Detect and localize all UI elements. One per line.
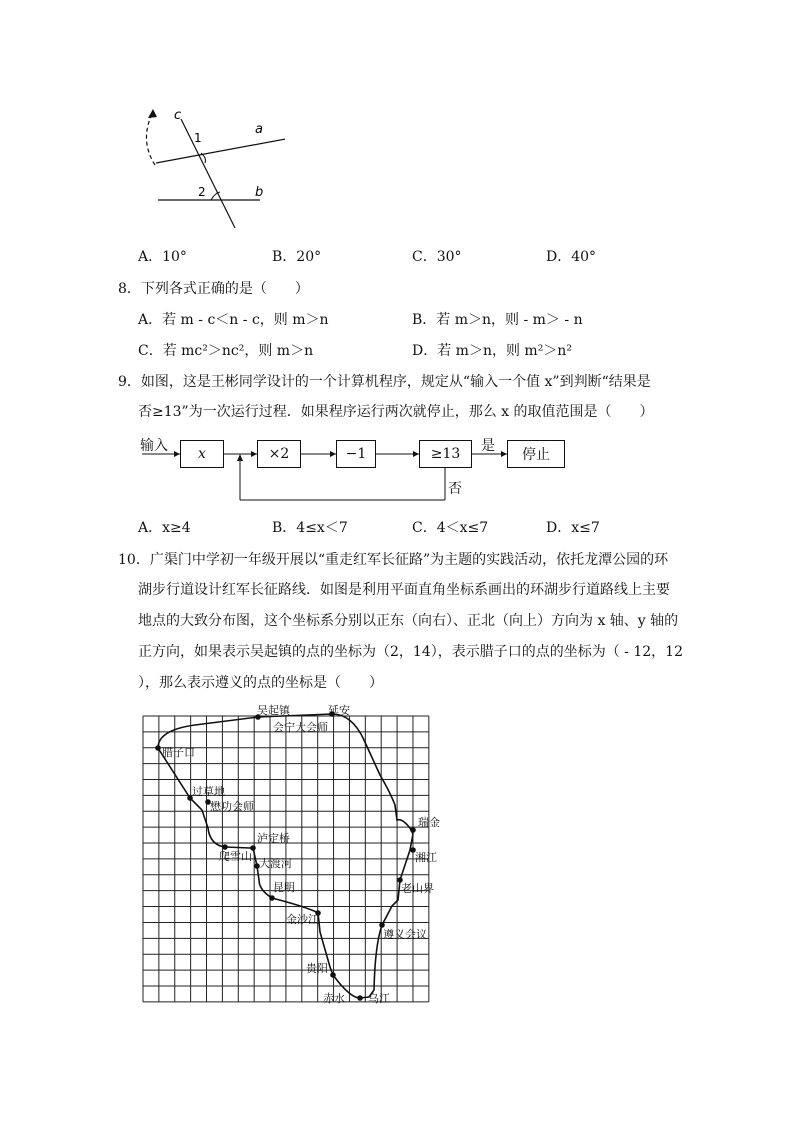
flowchart — [138, 432, 578, 508]
map-label-paxueshan: 爬雪山 — [219, 850, 252, 863]
label-c: c — [174, 108, 182, 123]
q7-option-a: A．10° — [138, 249, 187, 265]
q8-option-c: C．若 mc²＞nc²，则 m＞n — [138, 343, 314, 359]
q10-line-3: 地点的大致分布图，这个坐标系分别以正东（向右）、正北（向上）方向为 x 轴、y 轴的 — [138, 613, 679, 629]
map-label-lazikou: 腊子口 — [162, 746, 195, 759]
q9-line-2: 否≥13”为一次运行过程．如果程序运行两次就停止，那么 x 的取值范围是（ ） — [138, 404, 654, 420]
map-label-luding: 泸定桥 — [257, 832, 290, 845]
flow-box-stop: 停止 — [507, 440, 565, 468]
label-angle-1: 1 — [194, 131, 202, 145]
map-label-dadu: 大渡河 — [259, 857, 292, 870]
flow-input-label: 输入 — [140, 438, 168, 454]
q10-line-4: 正方向，如果表示吴起镇的点的坐标为（2，14），表示腊子口的点的坐标为（ - 12，12 — [138, 644, 683, 660]
map-label-guiyang: 贵阳 — [306, 962, 328, 975]
label-angle-2: 2 — [198, 185, 206, 199]
map-label-huining: 会宁大会师 — [273, 721, 328, 734]
q9-line-1: 9．如图，这是王彬同学设计的一个计算机程序，规定从“输入一个值 x”到判断“结果是 — [118, 374, 651, 390]
q9-option-d: D．x≤7 — [546, 520, 600, 536]
flow-box-minus1: −1 — [336, 440, 376, 468]
q8-option-a: A．若 m - c＜n - c，则 m＞n — [138, 312, 329, 328]
map-label-wujiang: 乌江 — [368, 992, 390, 1005]
map-label-jinsha: 金沙江 — [286, 913, 319, 926]
flow-box-x: x — [180, 440, 224, 468]
q9-option-a: A．x≥4 — [138, 520, 191, 536]
label-b: b — [255, 185, 264, 200]
map-label-caodi: 过草地 — [192, 785, 225, 798]
flow-box-times2: ×2 — [257, 440, 301, 468]
q7-option-b: B．20° — [272, 249, 322, 265]
map-label-xiangjiang: 湘江 — [415, 851, 437, 864]
q10-line-1: 10．广渠门中学初一年级开展以“重走红军长征路”为主题的实践活动，依托龙潭公园的环 — [118, 552, 669, 568]
flow-yes-label: 是 — [481, 438, 495, 454]
q9-option-b: B．4≤x＜7 — [272, 520, 348, 536]
map-label-maogong: 懋功会师 — [210, 800, 254, 813]
q8-option-b: B．若 m＞n，则 - m＞ - n — [412, 312, 583, 328]
q8-stem: 8．下列各式正确的是（ ） — [118, 281, 309, 297]
map-label-yanan: 延安 — [328, 704, 350, 717]
q10-line-5: ），那么表示遵义的点的坐标是（ ） — [138, 675, 383, 691]
flow-no-label: 否 — [448, 481, 462, 497]
longmarch-map — [140, 700, 440, 1010]
q7-option-d: D．40° — [546, 249, 597, 265]
flow-box-ge13: ≥13 — [419, 440, 472, 468]
map-label-wuqi: 吴起镇 — [257, 704, 290, 717]
map-label-chishui: 赤水 — [323, 992, 345, 1005]
q10-line-2: 湖步行道设计红军长征路线．如图是利用平面直角坐标系画出的环湖步行道路线上主要 — [138, 582, 670, 598]
q8-option-d: D．若 m＞n，则 m²＞n² — [412, 343, 572, 359]
angle-figure — [125, 100, 285, 235]
q9-option-c: C．4＜x≤7 — [412, 520, 489, 536]
map-label-zunyi: 遵义会议 — [383, 928, 427, 941]
map-label-kunming: 昆明 — [273, 881, 295, 894]
label-a: a — [255, 122, 263, 137]
map-label-ruijin: 瑞金 — [418, 816, 440, 829]
q7-option-c: C．30° — [412, 249, 462, 265]
map-label-laoshan: 老山界 — [401, 882, 434, 895]
